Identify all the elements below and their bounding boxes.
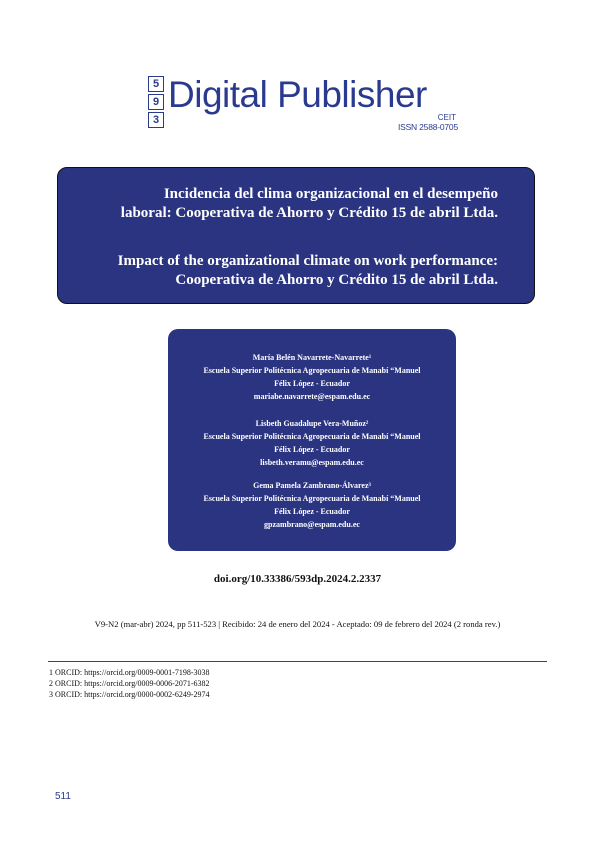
author-name: Gema Pamela Zambrano-Álvarez³	[253, 481, 371, 490]
logo-digit: 3	[148, 112, 164, 128]
footnote-divider	[48, 661, 547, 662]
logo-digit: 9	[148, 94, 164, 110]
author-block	[168, 417, 456, 469]
author-affiliation: Escuela Superior Politécnica Agropecuaria de Manabí “Manuel	[203, 432, 421, 441]
author-email[interactable]: lisbeth.veramu@espam.edu.ec	[260, 458, 364, 467]
author-name: Lisbeth Guadalupe Vera-Muñoz²	[255, 419, 369, 428]
author-email[interactable]: gpzambrano@espam.edu.ec	[264, 520, 360, 529]
author-block	[168, 351, 456, 403]
author-affiliation: Félix López - Ecuador	[274, 507, 350, 516]
logo-digit: 5	[148, 76, 164, 92]
title-english	[78, 252, 498, 290]
footnote-orcid[interactable]: 2 ORCID: https://orcid.org/0009-0006-2071-6382	[49, 679, 210, 688]
author-name: María Belén Navarrete-Navarrete¹	[252, 353, 372, 362]
title-en-line: Impact of the organizational climate on work performance:	[117, 253, 498, 269]
doi-link[interactable]: doi.org/10.33386/593dp.2024.2.2337	[213, 573, 382, 585]
logo-wordmark: Digital Publisher	[168, 74, 427, 115]
title-es-line: laboral: Cooperativa de Ahorro y Crédito 15 de abril Ltda.	[120, 205, 498, 221]
title-es-line: Incidencia del clima organizacional en el desempeño	[163, 186, 498, 202]
author-block	[168, 479, 456, 531]
logo-593-boxes	[148, 76, 164, 130]
footnote-orcid[interactable]: 1 ORCID: https://orcid.org/0009-0001-7198-3038	[49, 668, 210, 677]
author-affiliation: Escuela Superior Politécnica Agropecuaria de Manabí “Manuel	[203, 494, 421, 503]
page-number: 511	[55, 791, 71, 802]
footnote-orcid[interactable]: 3 ORCID: https://orcid.org/0000-0002-6249-2974	[49, 690, 210, 699]
issn: ISSN 2588-0705	[397, 122, 458, 132]
authors-box	[168, 329, 456, 551]
author-email[interactable]: mariabe.navarrete@espam.edu.ec	[253, 392, 371, 401]
author-affiliation: Félix López - Ecuador	[274, 445, 350, 454]
title-spanish	[78, 185, 498, 223]
author-affiliation: Félix López - Ecuador	[274, 379, 350, 388]
author-affiliation: Escuela Superior Politécnica Agropecuaria de Manabí “Manuel	[203, 366, 421, 375]
logo-ceit: CEIT	[437, 113, 456, 122]
journal-logo	[148, 76, 460, 138]
title-box	[57, 167, 535, 304]
title-en-line: Cooperativa de Ahorro y Crédito 15 de abril Ltda.	[175, 272, 498, 288]
publication-metadata: V9-N2 (mar-abr) 2024, pp 511-523 | Recibido: 24 de enero del 2024 - Aceptado: 09 de febrero del 2024 (2 ronda rev.)	[94, 619, 501, 629]
